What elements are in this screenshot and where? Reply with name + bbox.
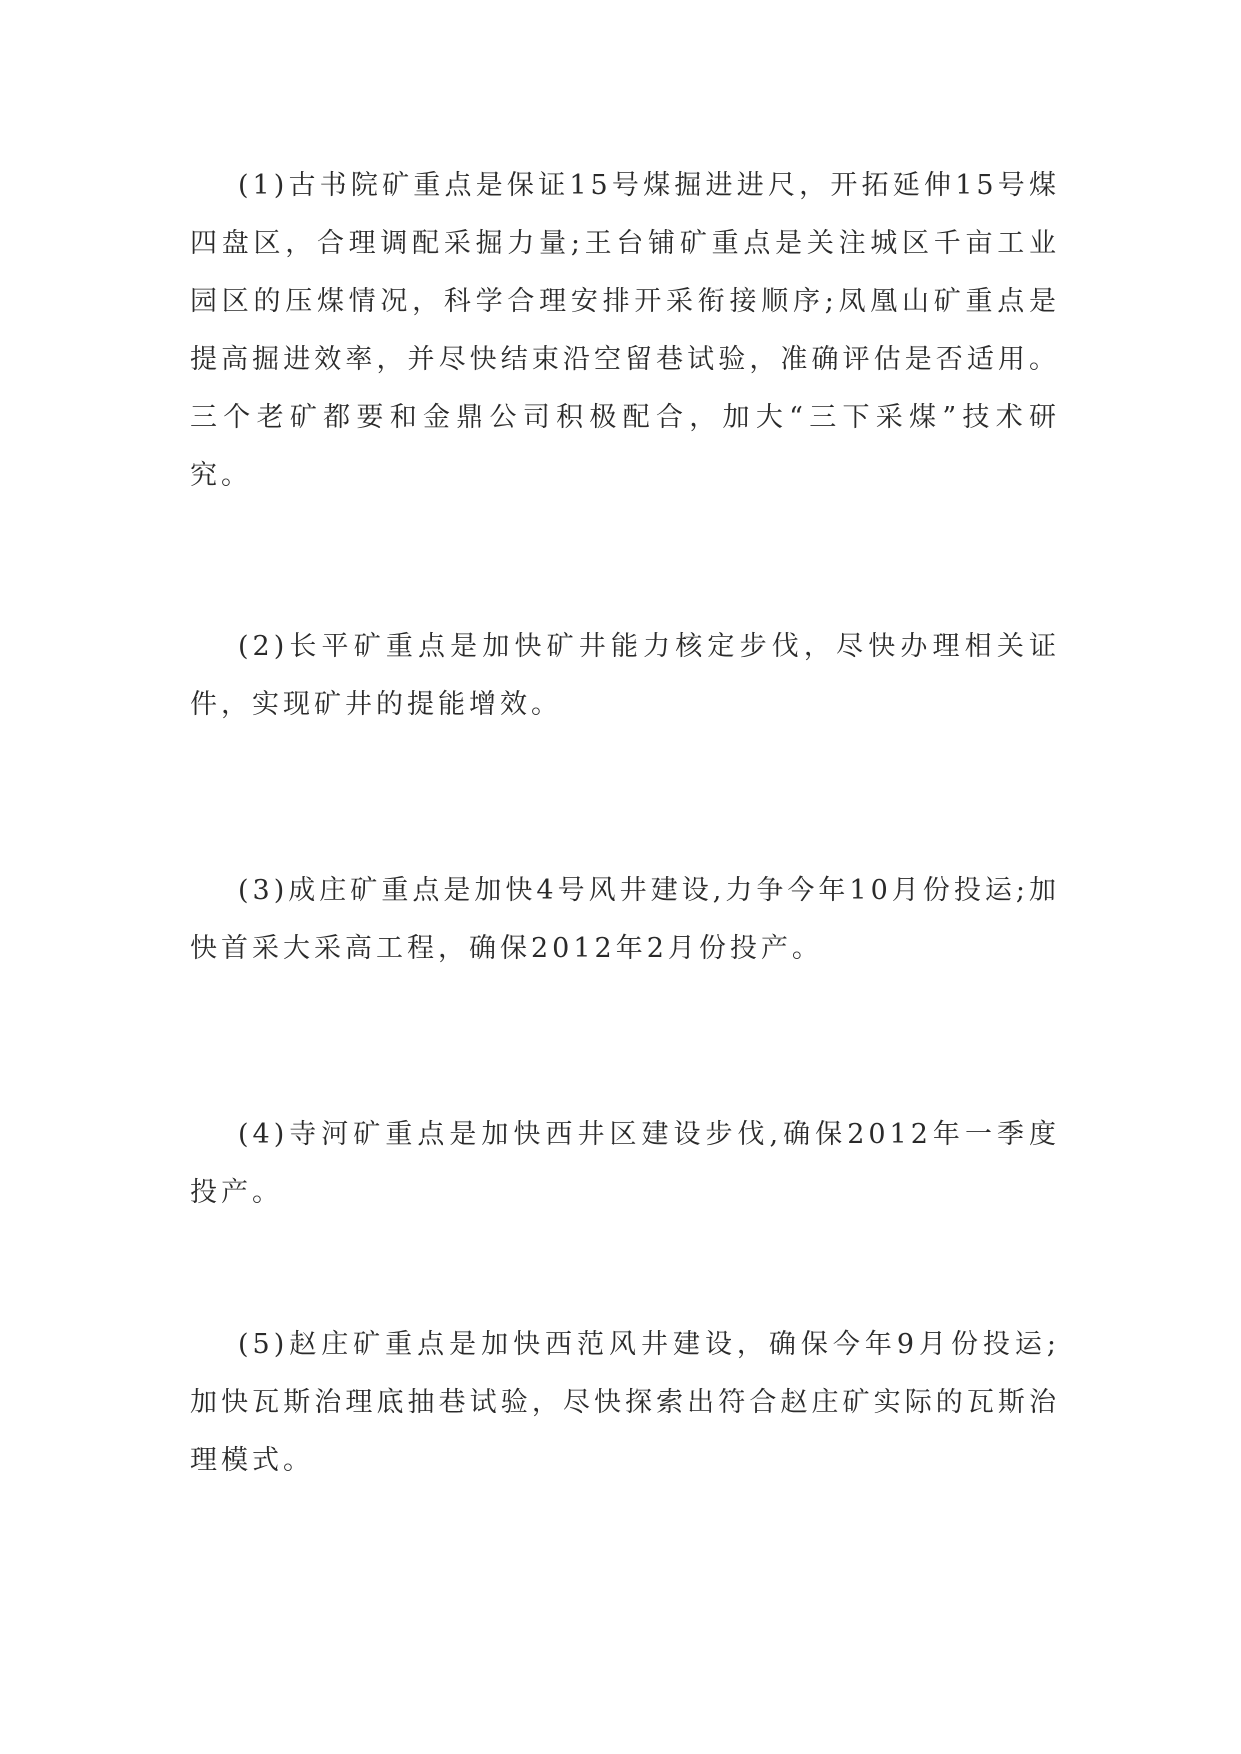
paragraph-3: (3)成庄矿重点是加快4号风井建设,力争今年10月份投运;加快首采大采高工程，确保2012年2月份投产。: [190, 875, 1060, 964]
paragraph-1: (1)古书院矿重点是保证15号煤掘进进尺，开拓延伸15号煤四盘区，合理调配采掘力量;王台铺矿重点是关注城区千亩工业园区的压煤情况，科学合理安排开采衔接顺序;凤凰山矿重点是提高掘进效率，并尽快结束沿空留巷试验，准确评估是否适用。三个老矿都要和金鼎公司积极配合，加大“三下采煤”技术研究。: [190, 170, 1060, 491]
paragraph-4: (4)寺河矿重点是加快西井区建设步伐,确保2012年一季度投产。: [190, 1119, 1060, 1208]
paragraph-2: (2)长平矿重点是加快矿井能力核定步伐，尽快办理相关证件，实现矿井的提能增效。: [190, 631, 1060, 720]
paragraph-5: (5)赵庄矿重点是加快西范风井建设，确保今年9月份投运;加快瓦斯治理底抽巷试验，尽快探索出符合赵庄矿实际的瓦斯治理模式。: [190, 1329, 1060, 1476]
